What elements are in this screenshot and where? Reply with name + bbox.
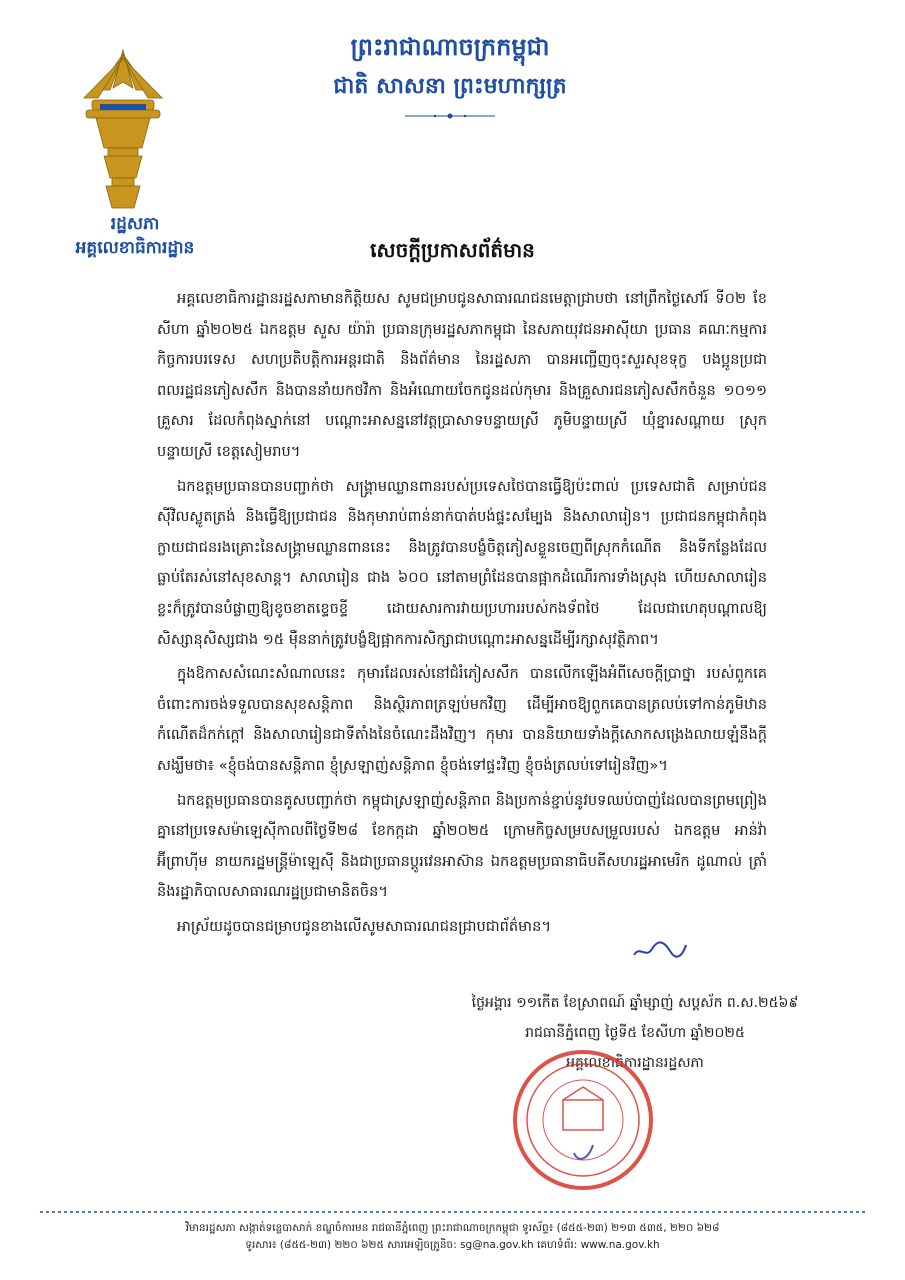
- solar-date: រាជធានីភ្នំពេញ ថ្ងៃទី៥ ខែសីហា ឆ្នាំ២០២៥: [525, 1025, 745, 1041]
- national-motto: [300, 30, 600, 123]
- paragraph: ឯកឧត្តមប្រធានបានបញ្ជាក់ថា សង្គ្រាមឈ្លានពានរបស់ប្រទេសថៃបានធ្វើឱ្យប៉ះពាល់ ប្រទេសជាតិ សម្រាប់ជនស៊ីវិលស្លូតត្រង់ និងធ្វើឱ្យប្រជាជន និងកុមារាប់ពាន់នាក់បាត់បង់ផ្ទះសម្បែង និងសាលារៀន។ ប្រជាជនកម្ពុជាកំពុងក្លាយជាជនរងគ្រោះនៃសង្គ្រាមឈ្លានពាននេះ និងត្រូវបានបង្ខំចិត្តភៀសខ្លួនចេញពីស្រុកកំណើត និងទីកន្លែងដែលធ្លាប់តែរស់នៅសុខសាន្ត។ សាលារៀន ជាង ៦០០ នៅតាមព្រំដែនបានផ្អាកដំណើរការទាំងស្រុង ហើយសាលារៀនខ្លះក៏ត្រូវបានបំផ្លាញឱ្យខូចខាតខ្ទេចខ្ទី ដោយសារការវាយប្រហាររបស់កងទ័ពថៃ ដែលជាហេតុបណ្ដាលឱ្យសិស្សានុសិស្សជាង ១៥ ម៉ឺននាក់ត្រូវបង្ខំឱ្យផ្អាកការសិក្សាជាបណ្ដោះអាសន្នដើម្បីរក្សាសុវត្ថិភាព។: [157, 477, 767, 648]
- footer-address: វិមានរដ្ឋសភា សង្កាត់ទន្លេបាសាក់ ខណ្ឌចំការមន រាជធានីភ្នំពេញ ព្រះរាជាណាចក្រកម្ពុជា ទូរស័ព្ទ៖ (៨៥៥-២៣) ២១៣ ៥៣៥, ២២០ ៦២៨: [185, 1222, 720, 1234]
- paragraph: អគ្គលេខាធិការដ្ឋានរដ្ឋសភាមានកិត្តិយស សូមជម្រាបជូនសាធារណជនមេត្តាជ្រាបថា នៅព្រឹកថ្ងៃសៅរ៍ ទី០២ ខែសីហា ឆ្នាំ២០២៥ ឯកឧត្តម សួស យ៉ារ៉ា ប្រធានក្រុមរដ្ឋសភាកម្ពុជា នៃសភាយុវជនអាស៊ីយា ប្រធាន គណៈកម្មការកិច្ចការបរទេស សហប្រតិបត្តិការអន្តរជាតិ និងព័ត៌មាន នៃរដ្ឋសភា បានអញ្ជើញចុះសួរសុខទុក្ខ បងប្អូនប្រជាពលរដ្ឋជនភៀសសឹក និងបាននាំយកថវិកា និងអំណោយចែកជូនដល់កុមារ និងគ្រួសារជនភៀសសឹកចំនួន ១០១១ គ្រួសារ ដែលកំពុងស្នាក់នៅ បណ្ដោះអាសន្ននៅវត្តប្រាសាទបន្ទាយស្រី ភូមិបន្ទាយស្រី ឃុំខ្នារសណ្ដាយ ស្រុកបន្ទាយស្រី ខេត្តសៀមរាប។: [157, 290, 767, 460]
- paragraph: អាស្រ័យដូចបានជម្រាបជូនខាងលើសូមសាធារណជនជ្រាបជាព័ត៌មាន។: [177, 917, 551, 935]
- document-title: សេចក្ដីប្រកាសព័ត៌មាន: [370, 238, 535, 262]
- kingdom-label: ព្រះរាជាណាចក្រកម្ពុជា: [350, 33, 550, 61]
- ornament-divider-icon: [405, 113, 495, 119]
- department-label: អគ្គលេខាធិការដ្ឋាន: [75, 238, 195, 258]
- footer: [0, 1220, 905, 1254]
- paragraph: ឯកឧត្តមប្រធានបានគូសបញ្ជាក់ថា កម្ពុជាស្រឡាញ់សន្តិភាព និងប្រកាន់ខ្ជាប់នូវបទឈប់បាញ់ដែលបានព្រមព្រៀងគ្នានៅប្រទេសម៉ាឡេស៊ីកាលពីថ្ងៃទី២៨ ខែកក្កដា ឆ្នាំ២០២៥ ក្រោមកិច្ចសម្របសម្រួលរបស់ ឯកឧត្តម អាន់វ៉ា អ៊ីព្រាហ៊ីម នាយករដ្ឋមន្ត្រីម៉ាឡេស៊ី និងជាប្រធានប្ដូរវេនអាស៊ាន ឯកឧត្តមប្រធានាធិបតីសហរដ្ឋអាមេរិក ដូណាល់ ត្រាំ និងរដ្ឋាភិបាលសាធារណរដ្ឋប្រជាមានិតចិន។: [157, 791, 767, 901]
- motto-label: ជាតិ សាសនា ព្រះមហាក្សត្រ: [333, 74, 567, 99]
- handwritten-initial-icon: [630, 935, 690, 965]
- document-body: [157, 284, 767, 946]
- paragraph: ក្នុងឱកាសសំណេះសំណាលនេះ កុមារដែលរស់នៅជំរំភៀសសឹក បានលើកឡើងអំពីសេចក្ដីប្រាថ្នា របស់ពួកគេ ចំពោះការចង់ទទួលបានសុខសន្តិភាព និងស្ថិរភាពត្រឡប់មកវិញ ដើម្បីអាចឱ្យពួកគេបានត្រលប់ទៅកាន់ភូមិឋានកំណើតដ៏កក់ក្ដៅ និងសាលារៀនជាទីតាំងនៃចំណេះដឹងវិញ។ កុមារ បាននិយាយទាំងក្ដីសោកសង្រេងលាយឡំនឹងក្ដីសង្ឃឹមថា៖ «ខ្ញុំចង់បានសន្តិភាព ខ្ញុំស្រឡាញ់សន្តិភាព ខ្ញុំចង់ទៅផ្ទះវិញ ខ្ញុំចង់ត្រលប់ទៅរៀនវិញ»។: [157, 665, 767, 774]
- footer-contact: ទូរសារ៖ (៨៥៥-២៣) ២២០ ៦២៥ សារអេឡិចត្រូនិច: sg@na.gov.kh គេហទំព័រ: www.na.gov.kh: [245, 1239, 660, 1251]
- lunar-date: ថ្ងៃអង្គារ ១១កើត ខែស្រាពណ៍ ឆ្នាំម្សាញ់ សប្តស័ក ព.ស.២៥៦៩: [471, 995, 799, 1011]
- institution-label: រដ្ឋសភា: [110, 214, 160, 234]
- official-seal-icon: [508, 1045, 658, 1195]
- royal-emblem-icon: [78, 48, 168, 218]
- footer-divider: [40, 1210, 865, 1214]
- signer-name: អគ្គលេខាធិការដ្ឋានរដ្ឋសភា: [566, 1055, 704, 1071]
